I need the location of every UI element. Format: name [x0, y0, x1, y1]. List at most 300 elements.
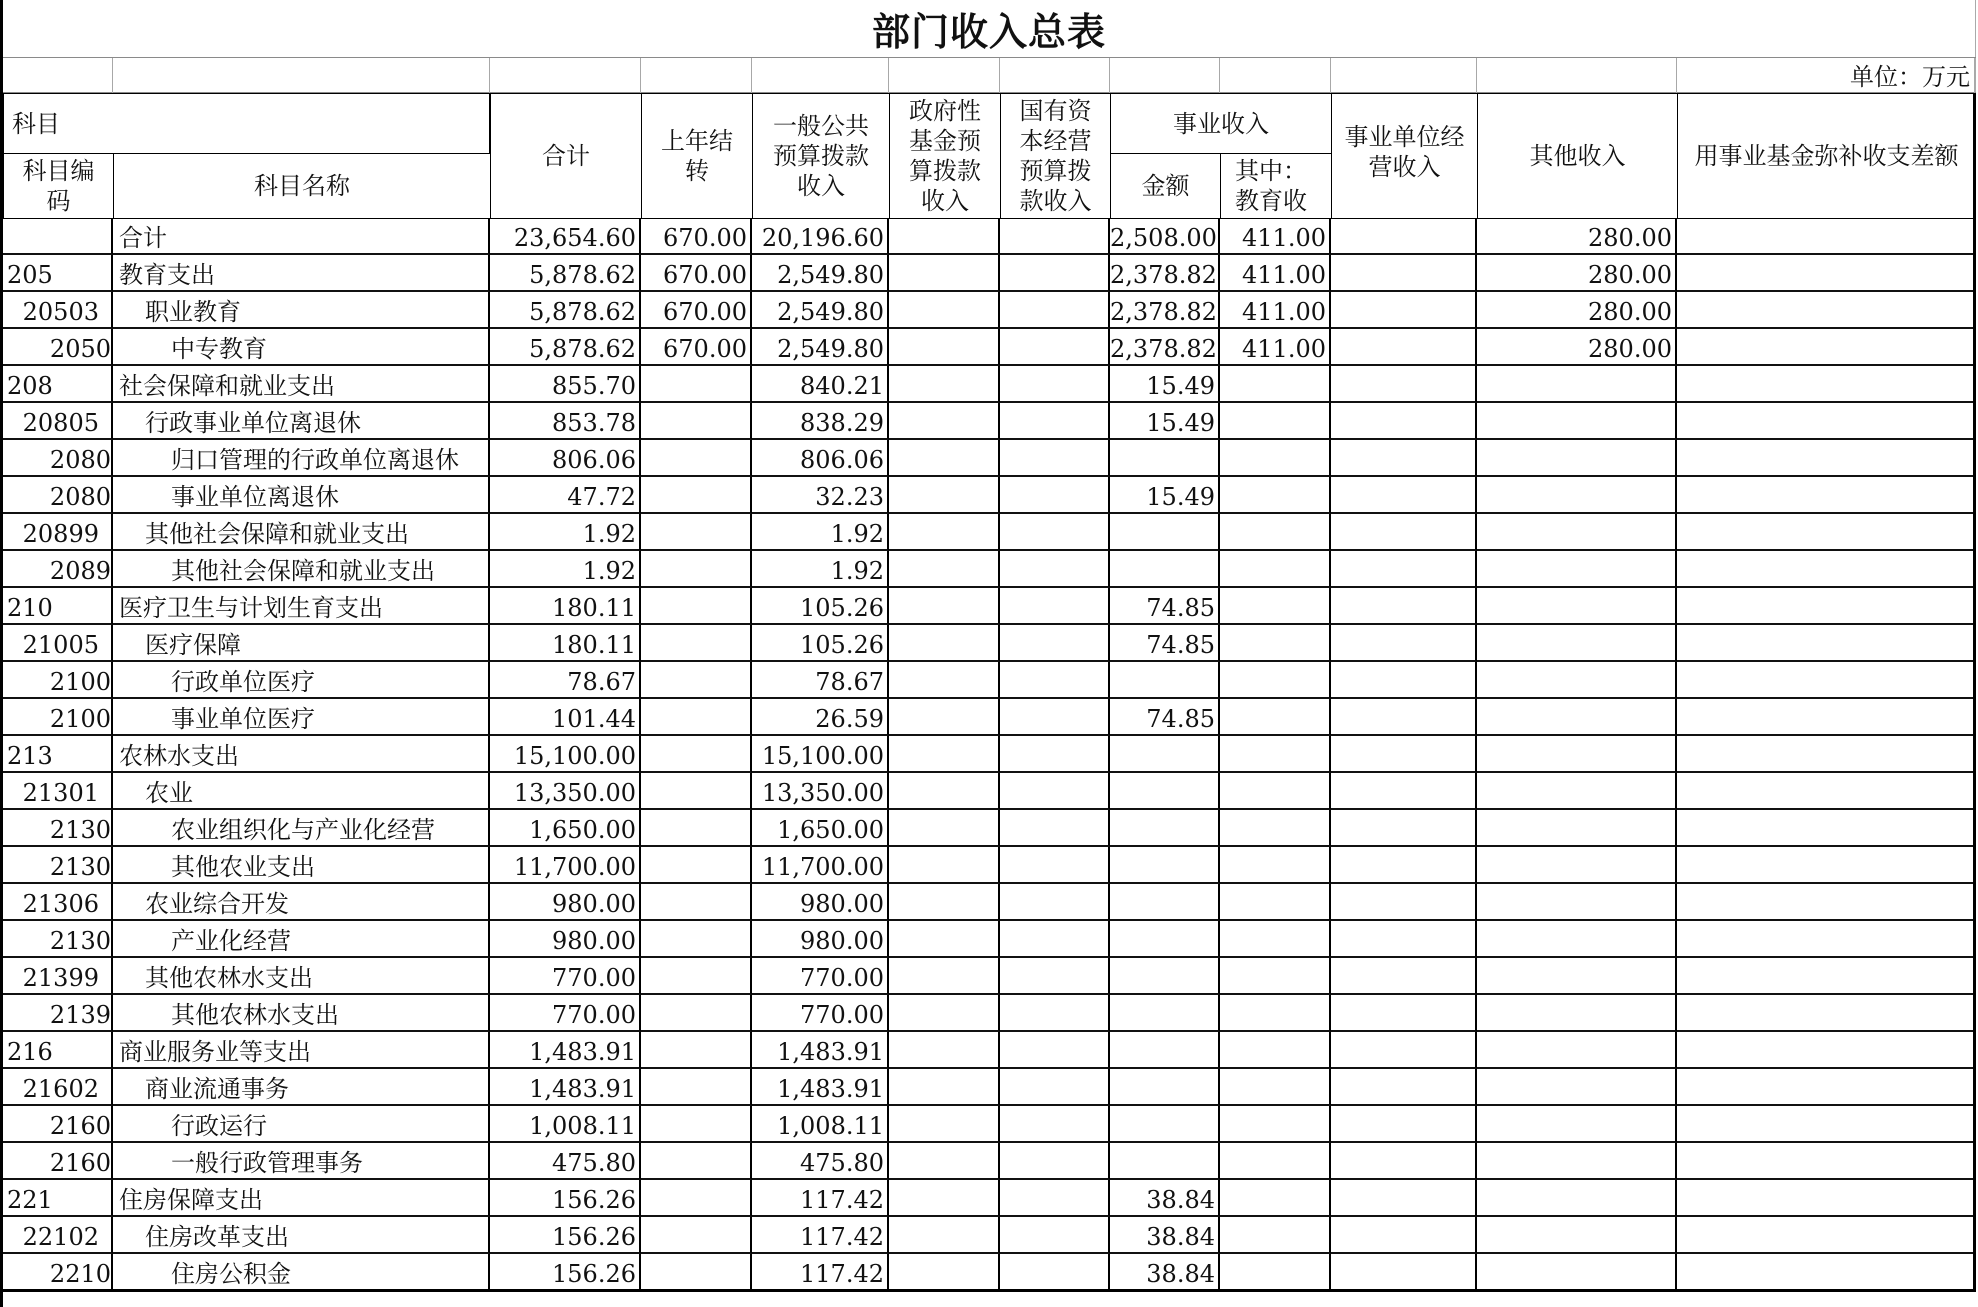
operating-cell[interactable] [1331, 218, 1477, 255]
total-cell[interactable]: 156.26 [490, 1217, 641, 1254]
fund-offset-cell[interactable] [1677, 847, 1975, 884]
gov-fund-cell[interactable] [889, 773, 1000, 810]
fund-offset-cell[interactable] [1677, 477, 1975, 514]
business-amount-cell[interactable]: 38.84 [1110, 1254, 1220, 1291]
operating-cell[interactable] [1331, 551, 1477, 588]
carryover-cell[interactable] [641, 884, 752, 921]
subject-code-cell[interactable]: 22102 [3, 1217, 113, 1254]
total-cell[interactable]: 78.67 [490, 662, 641, 699]
business-edu-cell[interactable] [1220, 736, 1331, 773]
gov-fund-cell[interactable] [889, 588, 1000, 625]
subject-code-cell[interactable]: 21301 [3, 773, 113, 810]
subject-code-cell[interactable]: 21399 [3, 958, 113, 995]
fund-offset-cell[interactable] [1677, 1254, 1975, 1291]
subject-code-cell[interactable]: 20805 [3, 403, 113, 440]
operating-cell[interactable] [1331, 736, 1477, 773]
business-amount-cell[interactable] [1110, 773, 1220, 810]
subject-code-cell[interactable]: 2050 [3, 329, 113, 366]
carryover-cell[interactable] [641, 514, 752, 551]
carryover-cell[interactable] [641, 736, 752, 773]
total-cell[interactable]: 180.11 [490, 625, 641, 662]
business-edu-cell[interactable] [1220, 1069, 1331, 1106]
state-capital-cell[interactable] [1000, 255, 1110, 292]
carryover-cell[interactable] [641, 1254, 752, 1291]
subject-code-cell[interactable]: 2089 [3, 551, 113, 588]
carryover-cell[interactable]: 670.00 [641, 329, 752, 366]
fund-offset-cell[interactable] [1677, 329, 1975, 366]
state-capital-cell[interactable] [1000, 773, 1110, 810]
business-amount-cell[interactable]: 15.49 [1110, 477, 1220, 514]
carryover-cell[interactable] [641, 366, 752, 403]
subject-name-cell[interactable]: 商业服务业等支出 [113, 1032, 490, 1069]
business-edu-cell[interactable]: 411.00 [1220, 292, 1331, 329]
gov-fund-cell[interactable] [889, 292, 1000, 329]
business-amount-cell[interactable] [1110, 995, 1220, 1032]
total-cell[interactable]: 770.00 [490, 995, 641, 1032]
subject-code-cell[interactable]: 208 [3, 366, 113, 403]
subject-code-cell[interactable]: 2210 [3, 1254, 113, 1291]
subject-name-cell[interactable]: 其他社会保障和就业支出 [113, 514, 490, 551]
fund-offset-cell[interactable] [1677, 773, 1975, 810]
gov-fund-cell[interactable] [889, 847, 1000, 884]
operating-cell[interactable] [1331, 514, 1477, 551]
carryover-cell[interactable] [641, 1106, 752, 1143]
operating-cell[interactable] [1331, 477, 1477, 514]
other-cell[interactable] [1477, 551, 1677, 588]
fund-offset-cell[interactable] [1677, 514, 1975, 551]
fund-offset-cell[interactable] [1677, 1217, 1975, 1254]
other-cell[interactable] [1477, 773, 1677, 810]
other-cell[interactable] [1477, 588, 1677, 625]
other-cell[interactable] [1477, 1180, 1677, 1217]
subject-name-cell[interactable]: 医疗保障 [113, 625, 490, 662]
total-cell[interactable]: 156.26 [490, 1180, 641, 1217]
other-cell[interactable] [1477, 921, 1677, 958]
subject-code-cell[interactable]: 2080 [3, 440, 113, 477]
fund-offset-cell[interactable] [1677, 699, 1975, 736]
operating-cell[interactable] [1331, 810, 1477, 847]
other-cell[interactable]: 280.00 [1477, 292, 1677, 329]
general-budget-cell[interactable]: 1,483.91 [752, 1032, 889, 1069]
subject-name-cell[interactable]: 其他农业支出 [113, 847, 490, 884]
state-capital-cell[interactable] [1000, 403, 1110, 440]
total-cell[interactable]: 980.00 [490, 884, 641, 921]
operating-cell[interactable] [1331, 588, 1477, 625]
business-amount-cell[interactable]: 38.84 [1110, 1217, 1220, 1254]
total-cell[interactable]: 1,650.00 [490, 810, 641, 847]
state-capital-cell[interactable] [1000, 736, 1110, 773]
subject-name-cell[interactable]: 归口管理的行政单位离退休 [113, 440, 490, 477]
business-amount-cell[interactable]: 2,378.82 [1110, 329, 1220, 366]
general-budget-cell[interactable]: 840.21 [752, 366, 889, 403]
business-edu-cell[interactable] [1220, 958, 1331, 995]
subject-name-cell[interactable]: 商业流通事务 [113, 1069, 490, 1106]
state-capital-cell[interactable] [1000, 1106, 1110, 1143]
business-amount-cell[interactable]: 15.49 [1110, 403, 1220, 440]
other-cell[interactable] [1477, 366, 1677, 403]
other-cell[interactable] [1477, 1254, 1677, 1291]
business-edu-cell[interactable] [1220, 588, 1331, 625]
fund-offset-cell[interactable] [1677, 218, 1975, 255]
total-cell[interactable]: 5,878.62 [490, 292, 641, 329]
business-edu-cell[interactable]: 411.00 [1220, 329, 1331, 366]
subject-name-cell[interactable]: 住房保障支出 [113, 1180, 490, 1217]
subject-name-cell[interactable]: 医疗卫生与计划生育支出 [113, 588, 490, 625]
general-budget-cell[interactable]: 26.59 [752, 699, 889, 736]
subject-code-cell[interactable]: 2130 [3, 921, 113, 958]
state-capital-cell[interactable] [1000, 995, 1110, 1032]
business-amount-cell[interactable] [1110, 514, 1220, 551]
business-amount-cell[interactable]: 15.49 [1110, 366, 1220, 403]
carryover-cell[interactable] [641, 662, 752, 699]
fund-offset-cell[interactable] [1677, 958, 1975, 995]
business-edu-cell[interactable]: 411.00 [1220, 255, 1331, 292]
fund-offset-cell[interactable] [1677, 440, 1975, 477]
business-edu-cell[interactable] [1220, 810, 1331, 847]
carryover-cell[interactable] [641, 1180, 752, 1217]
subject-name-cell[interactable]: 教育支出 [113, 255, 490, 292]
subject-code-cell[interactable]: 21005 [3, 625, 113, 662]
general-budget-cell[interactable]: 980.00 [752, 921, 889, 958]
general-budget-cell[interactable]: 1.92 [752, 514, 889, 551]
state-capital-cell[interactable] [1000, 847, 1110, 884]
operating-cell[interactable] [1331, 440, 1477, 477]
general-budget-cell[interactable]: 806.06 [752, 440, 889, 477]
state-capital-cell[interactable] [1000, 1254, 1110, 1291]
subject-name-cell[interactable]: 农业组织化与产业化经营 [113, 810, 490, 847]
gov-fund-cell[interactable] [889, 477, 1000, 514]
subject-code-cell[interactable]: 2080 [3, 477, 113, 514]
operating-cell[interactable] [1331, 847, 1477, 884]
general-budget-cell[interactable]: 117.42 [752, 1254, 889, 1291]
fund-offset-cell[interactable] [1677, 1032, 1975, 1069]
general-budget-cell[interactable]: 475.80 [752, 1143, 889, 1180]
fund-offset-cell[interactable] [1677, 1180, 1975, 1217]
business-edu-cell[interactable] [1220, 699, 1331, 736]
state-capital-cell[interactable] [1000, 292, 1110, 329]
business-amount-cell[interactable] [1110, 884, 1220, 921]
other-cell[interactable] [1477, 958, 1677, 995]
subject-code-cell[interactable] [3, 218, 113, 255]
operating-cell[interactable] [1331, 1180, 1477, 1217]
operating-cell[interactable] [1331, 366, 1477, 403]
business-edu-cell[interactable] [1220, 1254, 1331, 1291]
business-edu-cell[interactable] [1220, 1106, 1331, 1143]
state-capital-cell[interactable] [1000, 218, 1110, 255]
other-cell[interactable] [1477, 736, 1677, 773]
subject-code-cell[interactable]: 2130 [3, 810, 113, 847]
carryover-cell[interactable] [641, 921, 752, 958]
total-cell[interactable]: 5,878.62 [490, 255, 641, 292]
total-cell[interactable]: 1.92 [490, 514, 641, 551]
gov-fund-cell[interactable] [889, 514, 1000, 551]
state-capital-cell[interactable] [1000, 1069, 1110, 1106]
subject-name-cell[interactable]: 中专教育 [113, 329, 490, 366]
operating-cell[interactable] [1331, 995, 1477, 1032]
general-budget-cell[interactable]: 105.26 [752, 588, 889, 625]
subject-name-cell[interactable]: 社会保障和就业支出 [113, 366, 490, 403]
fund-offset-cell[interactable] [1677, 366, 1975, 403]
operating-cell[interactable] [1331, 1069, 1477, 1106]
carryover-cell[interactable] [641, 1143, 752, 1180]
fund-offset-cell[interactable] [1677, 1143, 1975, 1180]
other-cell[interactable] [1477, 477, 1677, 514]
general-budget-cell[interactable]: 2,549.80 [752, 255, 889, 292]
general-budget-cell[interactable]: 13,350.00 [752, 773, 889, 810]
carryover-cell[interactable] [641, 588, 752, 625]
subject-name-cell[interactable]: 一般行政管理事务 [113, 1143, 490, 1180]
carryover-cell[interactable] [641, 699, 752, 736]
other-cell[interactable]: 280.00 [1477, 255, 1677, 292]
operating-cell[interactable] [1331, 1217, 1477, 1254]
other-cell[interactable] [1477, 699, 1677, 736]
business-amount-cell[interactable]: 2,378.82 [1110, 292, 1220, 329]
gov-fund-cell[interactable] [889, 921, 1000, 958]
carryover-cell[interactable] [641, 1032, 752, 1069]
subject-code-cell[interactable]: 213 [3, 736, 113, 773]
subject-code-cell[interactable]: 221 [3, 1180, 113, 1217]
gov-fund-cell[interactable] [889, 884, 1000, 921]
gov-fund-cell[interactable] [889, 1069, 1000, 1106]
total-cell[interactable]: 15,100.00 [490, 736, 641, 773]
gov-fund-cell[interactable] [889, 736, 1000, 773]
general-budget-cell[interactable]: 838.29 [752, 403, 889, 440]
general-budget-cell[interactable]: 1,483.91 [752, 1069, 889, 1106]
fund-offset-cell[interactable] [1677, 1069, 1975, 1106]
subject-code-cell[interactable]: 21602 [3, 1069, 113, 1106]
business-amount-cell[interactable] [1110, 1032, 1220, 1069]
total-cell[interactable]: 11,700.00 [490, 847, 641, 884]
general-budget-cell[interactable]: 1.92 [752, 551, 889, 588]
state-capital-cell[interactable] [1000, 514, 1110, 551]
subject-code-cell[interactable]: 2139 [3, 995, 113, 1032]
subject-code-cell[interactable]: 216 [3, 1032, 113, 1069]
operating-cell[interactable] [1331, 958, 1477, 995]
fund-offset-cell[interactable] [1677, 810, 1975, 847]
state-capital-cell[interactable] [1000, 1180, 1110, 1217]
other-cell[interactable] [1477, 403, 1677, 440]
general-budget-cell[interactable]: 980.00 [752, 884, 889, 921]
carryover-cell[interactable] [641, 1217, 752, 1254]
carryover-cell[interactable] [641, 551, 752, 588]
carryover-cell[interactable]: 670.00 [641, 292, 752, 329]
other-cell[interactable] [1477, 440, 1677, 477]
total-cell[interactable]: 156.26 [490, 1254, 641, 1291]
fund-offset-cell[interactable] [1677, 588, 1975, 625]
business-edu-cell[interactable] [1220, 440, 1331, 477]
business-edu-cell[interactable] [1220, 995, 1331, 1032]
total-cell[interactable]: 47.72 [490, 477, 641, 514]
business-amount-cell[interactable] [1110, 440, 1220, 477]
subject-code-cell[interactable]: 20899 [3, 514, 113, 551]
total-cell[interactable]: 1,483.91 [490, 1069, 641, 1106]
business-amount-cell[interactable] [1110, 847, 1220, 884]
other-cell[interactable] [1477, 884, 1677, 921]
other-cell[interactable]: 280.00 [1477, 218, 1677, 255]
general-budget-cell[interactable]: 1,008.11 [752, 1106, 889, 1143]
other-cell[interactable]: 280.00 [1477, 329, 1677, 366]
gov-fund-cell[interactable] [889, 1217, 1000, 1254]
carryover-cell[interactable] [641, 403, 752, 440]
state-capital-cell[interactable] [1000, 958, 1110, 995]
gov-fund-cell[interactable] [889, 366, 1000, 403]
state-capital-cell[interactable] [1000, 366, 1110, 403]
state-capital-cell[interactable] [1000, 1217, 1110, 1254]
business-edu-cell[interactable] [1220, 1032, 1331, 1069]
subject-name-cell[interactable]: 产业化经营 [113, 921, 490, 958]
fund-offset-cell[interactable] [1677, 255, 1975, 292]
general-budget-cell[interactable]: 770.00 [752, 958, 889, 995]
general-budget-cell[interactable]: 105.26 [752, 625, 889, 662]
total-cell[interactable]: 770.00 [490, 958, 641, 995]
total-cell[interactable]: 806.06 [490, 440, 641, 477]
business-edu-cell[interactable] [1220, 773, 1331, 810]
gov-fund-cell[interactable] [889, 440, 1000, 477]
operating-cell[interactable] [1331, 662, 1477, 699]
fund-offset-cell[interactable] [1677, 551, 1975, 588]
gov-fund-cell[interactable] [889, 699, 1000, 736]
gov-fund-cell[interactable] [889, 625, 1000, 662]
carryover-cell[interactable] [641, 477, 752, 514]
business-edu-cell[interactable] [1220, 477, 1331, 514]
general-budget-cell[interactable]: 770.00 [752, 995, 889, 1032]
business-edu-cell[interactable] [1220, 1143, 1331, 1180]
business-edu-cell[interactable] [1220, 884, 1331, 921]
operating-cell[interactable] [1331, 403, 1477, 440]
other-cell[interactable] [1477, 1032, 1677, 1069]
subject-name-cell[interactable]: 其他农林水支出 [113, 958, 490, 995]
subject-code-cell[interactable]: 210 [3, 588, 113, 625]
business-amount-cell[interactable]: 38.84 [1110, 1180, 1220, 1217]
operating-cell[interactable] [1331, 255, 1477, 292]
business-amount-cell[interactable] [1110, 1143, 1220, 1180]
other-cell[interactable] [1477, 514, 1677, 551]
fund-offset-cell[interactable] [1677, 403, 1975, 440]
total-cell[interactable]: 180.11 [490, 588, 641, 625]
subject-code-cell[interactable]: 2100 [3, 662, 113, 699]
carryover-cell[interactable]: 670.00 [641, 255, 752, 292]
carryover-cell[interactable] [641, 1069, 752, 1106]
operating-cell[interactable] [1331, 1143, 1477, 1180]
state-capital-cell[interactable] [1000, 477, 1110, 514]
operating-cell[interactable] [1331, 699, 1477, 736]
fund-offset-cell[interactable] [1677, 736, 1975, 773]
general-budget-cell[interactable]: 117.42 [752, 1180, 889, 1217]
state-capital-cell[interactable] [1000, 921, 1110, 958]
other-cell[interactable] [1477, 1217, 1677, 1254]
operating-cell[interactable] [1331, 625, 1477, 662]
gov-fund-cell[interactable] [889, 1143, 1000, 1180]
total-cell[interactable]: 1,483.91 [490, 1032, 641, 1069]
total-cell[interactable]: 101.44 [490, 699, 641, 736]
total-cell[interactable]: 980.00 [490, 921, 641, 958]
subject-name-cell[interactable]: 行政单位医疗 [113, 662, 490, 699]
subject-code-cell[interactable]: 205 [3, 255, 113, 292]
operating-cell[interactable] [1331, 1106, 1477, 1143]
total-cell[interactable]: 5,878.62 [490, 329, 641, 366]
carryover-cell[interactable] [641, 847, 752, 884]
gov-fund-cell[interactable] [889, 218, 1000, 255]
subject-code-cell[interactable]: 2160 [3, 1143, 113, 1180]
subject-name-cell[interactable]: 行政运行 [113, 1106, 490, 1143]
state-capital-cell[interactable] [1000, 1143, 1110, 1180]
state-capital-cell[interactable] [1000, 810, 1110, 847]
subject-name-cell[interactable]: 农林水支出 [113, 736, 490, 773]
business-edu-cell[interactable] [1220, 1217, 1331, 1254]
business-amount-cell[interactable] [1110, 1106, 1220, 1143]
gov-fund-cell[interactable] [889, 551, 1000, 588]
general-budget-cell[interactable]: 78.67 [752, 662, 889, 699]
general-budget-cell[interactable]: 15,100.00 [752, 736, 889, 773]
other-cell[interactable] [1477, 1106, 1677, 1143]
subject-name-cell[interactable]: 农业 [113, 773, 490, 810]
business-amount-cell[interactable]: 74.85 [1110, 699, 1220, 736]
operating-cell[interactable] [1331, 1032, 1477, 1069]
business-edu-cell[interactable] [1220, 625, 1331, 662]
business-amount-cell[interactable] [1110, 921, 1220, 958]
operating-cell[interactable] [1331, 921, 1477, 958]
subject-name-cell[interactable]: 事业单位离退休 [113, 477, 490, 514]
carryover-cell[interactable] [641, 440, 752, 477]
total-cell[interactable]: 13,350.00 [490, 773, 641, 810]
general-budget-cell[interactable]: 1,650.00 [752, 810, 889, 847]
subject-code-cell[interactable]: 20503 [3, 292, 113, 329]
gov-fund-cell[interactable] [889, 255, 1000, 292]
business-edu-cell[interactable] [1220, 514, 1331, 551]
state-capital-cell[interactable] [1000, 699, 1110, 736]
state-capital-cell[interactable] [1000, 440, 1110, 477]
gov-fund-cell[interactable] [889, 329, 1000, 366]
total-cell[interactable]: 1.92 [490, 551, 641, 588]
gov-fund-cell[interactable] [889, 958, 1000, 995]
total-cell[interactable]: 1,008.11 [490, 1106, 641, 1143]
state-capital-cell[interactable] [1000, 1032, 1110, 1069]
other-cell[interactable] [1477, 847, 1677, 884]
fund-offset-cell[interactable] [1677, 1106, 1975, 1143]
other-cell[interactable] [1477, 1143, 1677, 1180]
general-budget-cell[interactable]: 2,549.80 [752, 329, 889, 366]
business-amount-cell[interactable]: 74.85 [1110, 625, 1220, 662]
subject-code-cell[interactable]: 2160 [3, 1106, 113, 1143]
business-amount-cell[interactable]: 74.85 [1110, 588, 1220, 625]
fund-offset-cell[interactable] [1677, 884, 1975, 921]
gov-fund-cell[interactable] [889, 1032, 1000, 1069]
subject-name-cell[interactable]: 住房改革支出 [113, 1217, 490, 1254]
total-cell[interactable]: 23,654.60 [490, 218, 641, 255]
other-cell[interactable] [1477, 995, 1677, 1032]
business-edu-cell[interactable] [1220, 403, 1331, 440]
subject-code-cell[interactable]: 21306 [3, 884, 113, 921]
carryover-cell[interactable] [641, 958, 752, 995]
general-budget-cell[interactable]: 11,700.00 [752, 847, 889, 884]
business-edu-cell[interactable] [1220, 1180, 1331, 1217]
gov-fund-cell[interactable] [889, 662, 1000, 699]
business-amount-cell[interactable] [1110, 736, 1220, 773]
business-amount-cell[interactable]: 2,378.82 [1110, 255, 1220, 292]
other-cell[interactable] [1477, 662, 1677, 699]
general-budget-cell[interactable]: 2,549.80 [752, 292, 889, 329]
operating-cell[interactable] [1331, 884, 1477, 921]
gov-fund-cell[interactable] [889, 810, 1000, 847]
fund-offset-cell[interactable] [1677, 921, 1975, 958]
fund-offset-cell[interactable] [1677, 662, 1975, 699]
business-amount-cell[interactable] [1110, 662, 1220, 699]
business-edu-cell[interactable] [1220, 921, 1331, 958]
business-edu-cell[interactable] [1220, 662, 1331, 699]
other-cell[interactable] [1477, 625, 1677, 662]
business-edu-cell[interactable] [1220, 551, 1331, 588]
fund-offset-cell[interactable] [1677, 995, 1975, 1032]
